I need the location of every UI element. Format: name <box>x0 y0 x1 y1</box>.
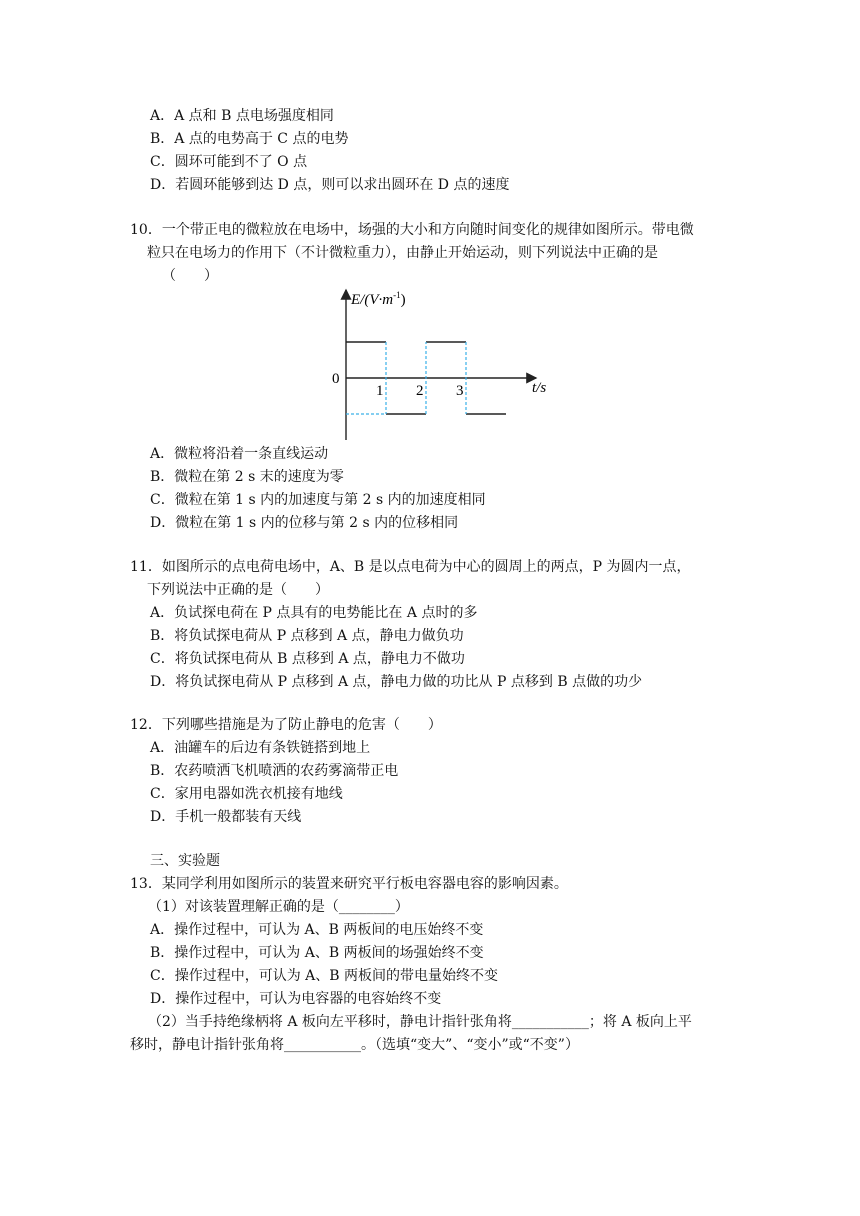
q12-option-a: A．油罐车的后边有条铁链搭到地上 <box>150 740 371 756</box>
q11-stem-line2: 下列说法中正确的是（ ） <box>147 582 329 598</box>
q11-option-b: B．将负试探电荷从 P 点移到 A 点，静电力做负功 <box>150 628 464 644</box>
q10-option-a: A．微粒将沿着一条直线运动 <box>150 446 329 462</box>
q11-option-d: D．将负试探电荷从 P 点移到 A 点，静电力做的功比从 P 点移到 B 点做的功少 <box>150 674 643 690</box>
q13-option-d: D．操作过程中，可认为电容器的电容始终不变 <box>150 991 442 1007</box>
x-tick-label: 1 <box>376 383 384 399</box>
e-t-chart <box>330 282 547 444</box>
x-tick-label: 3 <box>456 383 464 399</box>
q13-option-b: B．操作过程中，可认为 A、B 两板间的场强始终不变 <box>150 945 484 961</box>
q9-option-c: C．圆环可能到不了 O 点 <box>150 154 308 170</box>
q10-stem-line2: 粒只在电场力的作用下（不计微粒重力），由静止开始运动，则下列说法中正确的是 <box>147 245 658 261</box>
section-title-experiment: 三、实验题 <box>150 853 220 869</box>
q11-option-c: C．将负试探电荷从 B 点移到 A 点，静电力不做功 <box>150 651 465 667</box>
q10-stem-line3: （ ） <box>162 268 218 284</box>
q13-option-a: A．操作过程中，可认为 A、B 两板间的电压始终不变 <box>150 922 484 938</box>
q9-option-d: D．若圆环能够到达 D 点，则可以求出圆环在 D 点的速度 <box>150 177 510 193</box>
q13-sub2-line2: 移时，静电计指针张角将___________。（选填“变大”、“变小”或“不变”） <box>130 1037 579 1053</box>
q10-stem-line1: 10．一个带正电的微粒放在电场中，场强的大小和方向随时间变化的规律如图所示。带电微 <box>130 222 694 238</box>
q13-option-c: C．操作过程中，可认为 A、B 两板间的带电量始终不变 <box>150 968 499 984</box>
q10-option-d: D．微粒在第 1 s 内的位移与第 2 s 内的位移相同 <box>150 515 459 531</box>
q11-stem-line1: 11．如图所示的点电荷电场中，A、B 是以点电荷为中心的圆周上的两点，P 为圆内一点， <box>130 559 691 575</box>
q9-option-b: B．A 点的电势高于 C 点的电势 <box>150 131 349 147</box>
x-axis-label: t/s <box>532 380 547 396</box>
origin-label: 0 <box>332 371 340 387</box>
q10-option-c: C．微粒在第 1 s 内的加速度与第 2 s 内的加速度相同 <box>150 492 486 508</box>
tick-labels <box>376 383 464 399</box>
q12-option-d: D．手机一般都装有天线 <box>150 809 302 825</box>
q9-option-a: A．A 点和 B 点电场强度相同 <box>150 108 334 124</box>
q12-stem: 12．下列哪些措施是为了防止静电的危害（ ） <box>130 717 442 733</box>
q13-sub1: （1）对该装置理解正确的是（________） <box>148 899 409 915</box>
x-tick-label: 2 <box>416 383 424 399</box>
q13-stem: 13．某同学利用如图所示的装置来研究平行板电容器电容的影响因素。 <box>130 876 568 892</box>
q13-sub2-line1: （2）当手持绝缘柄将 A 板向左平移时，静电计指针张角将___________；将 A 板向上平 <box>148 1014 692 1030</box>
q10-option-b: B．微粒在第 2 s 末的速度为零 <box>150 469 344 485</box>
q12-option-b: B．农药喷洒飞机喷洒的农药雾滴带正电 <box>150 763 399 779</box>
q11-option-a: A．负试探电荷在 P 点具有的电势能比在 A 点时的多 <box>150 605 478 621</box>
y-axis-label: $E/(V\cdot m^{-1})$ <box>351 290 406 308</box>
q12-option-c: C．家用电器如洗衣机接有地线 <box>150 786 343 802</box>
